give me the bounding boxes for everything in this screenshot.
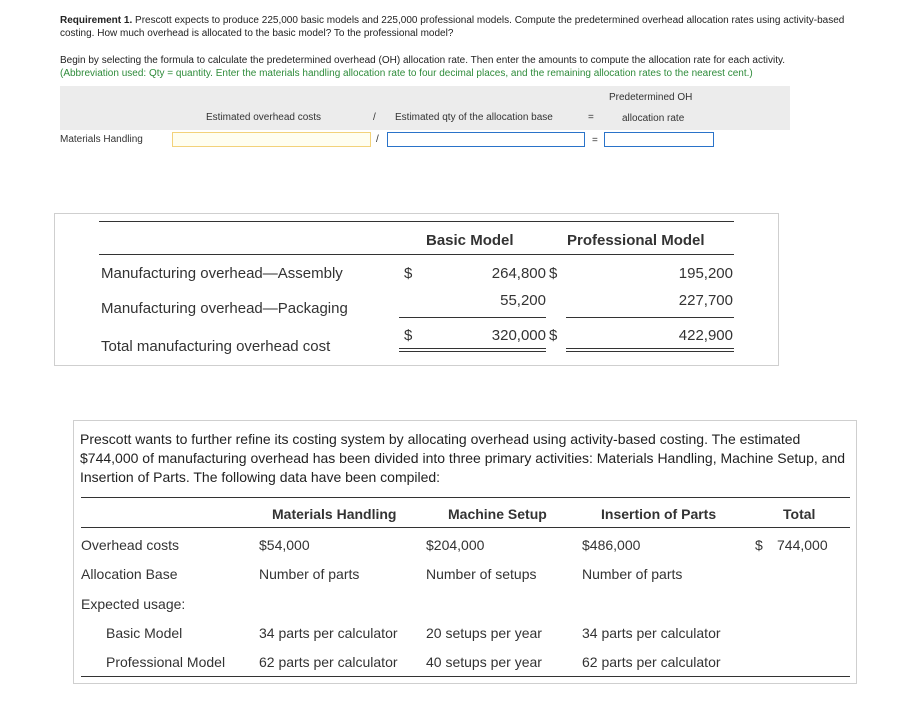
table2-header: Machine Setup bbox=[448, 506, 547, 522]
table2-row-label: Allocation Base bbox=[81, 566, 178, 582]
table1-total-rule bbox=[566, 351, 734, 352]
formula-col-qty-base: Estimated qty of the allocation base bbox=[395, 112, 553, 123]
table1-row-label: Total manufacturing overhead cost bbox=[101, 338, 331, 355]
table2-cell: 62 parts per calculator bbox=[259, 654, 398, 670]
table2-cell: $486,000 bbox=[582, 537, 641, 553]
table2-cell: Number of setups bbox=[426, 566, 537, 582]
table1-row-label: Manufacturing overhead—Assembly bbox=[101, 265, 343, 282]
overhead-costs-input[interactable] bbox=[172, 132, 371, 147]
table1-basic-value: 320,000 bbox=[491, 327, 546, 344]
table1-basic-value: 55,200 bbox=[500, 292, 546, 309]
table1-total-rule bbox=[566, 348, 734, 349]
table1-header-basic: Basic Model bbox=[426, 232, 514, 249]
table2-row-label: Professional Model bbox=[106, 654, 226, 670]
table1-currency: $ bbox=[549, 265, 558, 282]
table2-cell: $ bbox=[755, 537, 763, 553]
row-divide-sign: / bbox=[376, 134, 379, 145]
table1-prof-value: 195,200 bbox=[678, 265, 733, 282]
table2-header: Total bbox=[783, 506, 816, 522]
table2-cell: 40 setups per year bbox=[426, 654, 542, 670]
table2-top-rule bbox=[81, 497, 850, 498]
table1-currency: $ bbox=[404, 265, 413, 282]
table1-header-professional: Professional Model bbox=[567, 232, 705, 249]
formula-divide-sign: / bbox=[373, 112, 376, 123]
table2-cell: 744,000 bbox=[777, 537, 828, 553]
table2-cell: 34 parts per calculator bbox=[582, 625, 721, 641]
instructions-main: Begin by selecting the formula to calculate the predetermined overhead (OH) allocation rate. Then enter the amounts to compute the allocation rate for each activity. bbox=[60, 55, 786, 66]
table2-row-label: Overhead costs bbox=[81, 537, 180, 553]
table1-prof-value: 422,900 bbox=[678, 327, 733, 344]
table2-cell: Number of parts bbox=[259, 566, 360, 582]
table1-currency: $ bbox=[404, 327, 413, 344]
table2-header: Insertion of Parts bbox=[601, 506, 717, 522]
table2-cell: 62 parts per calculator bbox=[582, 654, 721, 670]
table1-total-rule bbox=[399, 348, 546, 349]
table2-row-label: Expected usage: bbox=[81, 596, 186, 612]
requirement-text bbox=[60, 14, 870, 40]
table2-cell: $54,000 bbox=[259, 537, 310, 553]
table1-basic-value: 264,800 bbox=[491, 265, 546, 282]
table1-header-rule bbox=[99, 254, 734, 255]
table2-header: Materials Handling bbox=[272, 506, 397, 522]
requirement-label: Requirement 1. bbox=[60, 15, 133, 26]
instructions-note: (Abbreviation used: Qty = quantity. Enter the materials handling allocation rate to four decimal places, and the remaining allocation rates to the nearest cent.) bbox=[60, 68, 753, 79]
table1-row-label: Manufacturing overhead—Packaging bbox=[101, 300, 348, 317]
requirement-body: Prescott expects to produce 225,000 basic models and 225,000 professional models. Compute the predetermined overhead allocation rates using activity-based costing. How much overhead is allocated to the basic model? To the professional model? bbox=[60, 15, 845, 39]
table2-bottom-rule bbox=[81, 676, 850, 677]
table1-total-rule bbox=[399, 351, 546, 352]
materials-handling-label: Materials Handling bbox=[60, 134, 143, 145]
table1-prof-value: 227,700 bbox=[678, 292, 733, 309]
table2-cell: 34 parts per calculator bbox=[259, 625, 398, 641]
formula-col-rate-line2: allocation rate bbox=[622, 113, 685, 124]
row-equals-sign: = bbox=[592, 135, 598, 146]
activity-paragraph: Prescott wants to further refine its costing system by allocating overhead using activity-based costing. The estimated $744,000 of manufacturing overhead has been divided into three primary activities: Materials Handling, Machine Setup, and Insertion of Parts. The following data have been compiled: bbox=[80, 431, 846, 485]
formula-equals-sign: = bbox=[588, 112, 594, 123]
table1-subtotal-rule bbox=[566, 317, 734, 318]
table2-header-rule bbox=[81, 527, 850, 528]
table1-currency: $ bbox=[549, 327, 558, 344]
table2-cell: Number of parts bbox=[582, 566, 683, 582]
instructions bbox=[60, 54, 880, 80]
allocation-qty-input[interactable] bbox=[387, 132, 585, 147]
table2-cell: $204,000 bbox=[426, 537, 485, 553]
table2-cell: 20 setups per year bbox=[426, 625, 542, 641]
table2-row-label: Basic Model bbox=[106, 625, 183, 641]
table1-subtotal-rule bbox=[399, 317, 546, 318]
table1-top-rule bbox=[99, 221, 734, 222]
formula-col-rate-line1: Predetermined OH bbox=[609, 92, 693, 103]
formula-col-overhead-costs: Estimated overhead costs bbox=[206, 112, 322, 123]
allocation-rate-input[interactable] bbox=[604, 132, 714, 147]
